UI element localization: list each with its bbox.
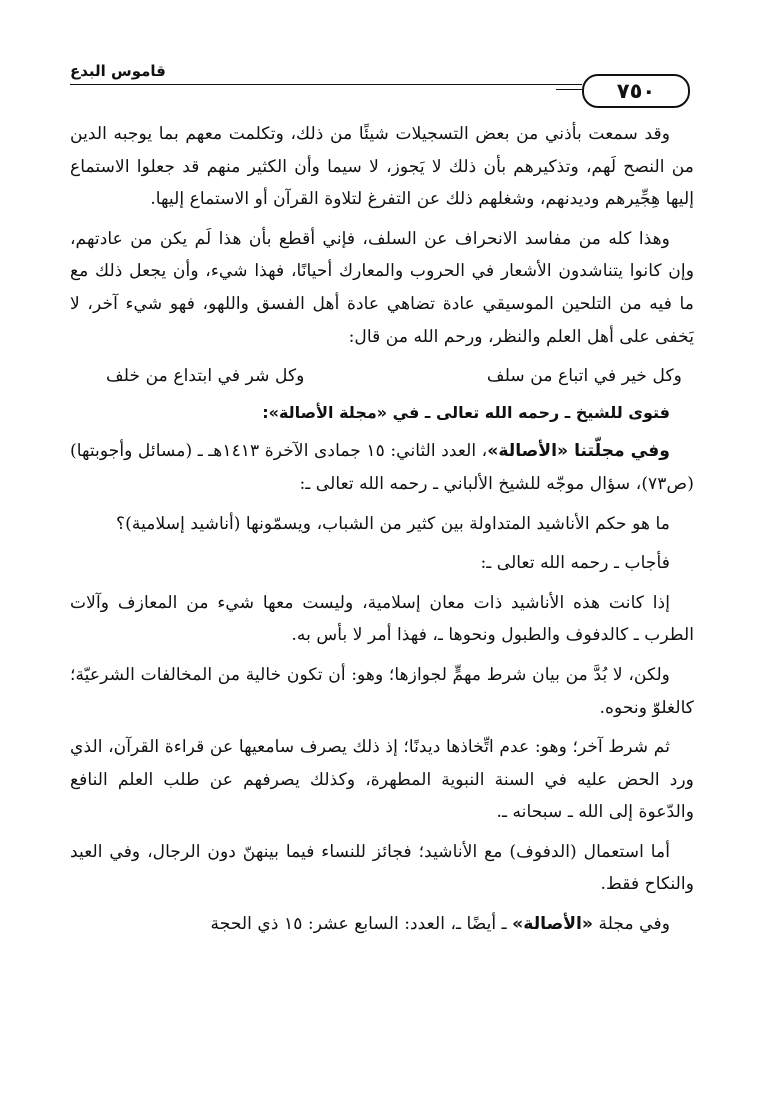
page-body	[70, 118, 694, 948]
paragraph-6: إذا كانت هذه الأناشيد ذات معان إسلامية، وليست معها شيء من المعازف وآلات الطرب ـ كالدفوف والطبول ونحوها ـ، فهذا أمر لا بأس به.	[70, 592, 694, 646]
answer-intro: فأجاب ـ رحمه الله تعالى ـ:	[480, 553, 670, 574]
paragraph-1: وقد سمعت بأذني من بعض التسجيلات شيئًا من ذلك، وتكلمت معهم بما يوجبه الدين من النصح لَهم، وتذكيرهم بأن ذلك لا يَجوز، لا سيما وأن الكثير منهم قد جعلوا الاستماع إليها هِجِّيرهم وديدنهم، وشغلهم ذلك عن التفرغ لتلاوة القرآن أو الاستماع إليها.	[70, 124, 694, 210]
paragraph-2: وهذا كله من مفاسد الانحراف عن السلف، فإني أقطع بأن هذا لَم يكن من عادتهم، وإن كانوا يتناشدون الأشعار في الحروب والمعارك أحيانًا، فهذا شيء، وأن يجعل ذلك مع ما فيه من التلحين الموسيقي عادة تضاهي عادة أهل الفسق واللهو، فهو شيء آخر، لا يَخفى على أهل العلم والنظر، ورحم الله من قال:	[70, 228, 694, 347]
paragraph-10	[70, 908, 694, 941]
page-number: ٧٥٠	[582, 74, 690, 108]
verse-first-hemistich: وكل خير في اتباع من سلف	[486, 366, 682, 387]
paragraph-10-rest: ـ أيضًا ـ، العدد: السابع عشر: ١٥ ذي الحجة	[210, 914, 513, 935]
header-rule	[70, 84, 582, 85]
paragraph-10-bold: «الأصالة»	[512, 914, 594, 935]
paragraph-9: أما استعمال (الدفوف) مع الأناشيد؛ فجائز للنساء فيما بينهنّ دون الرجال، وفي العيد والنكاح فقط.	[70, 841, 694, 895]
section-heading: فتوى للشيخ ـ رحمه الله تعالى ـ في «مجلة الأصالة»:	[262, 402, 670, 422]
paragraph-3	[70, 435, 694, 500]
paragraph-7: ولكن، لا بُدَّ من بيان شرط مهمٍّ لجوازها؛ وهو: أن تكون خالية من المخالفات الشرعيّة؛ كالغلوّ ونحوه.	[70, 664, 694, 718]
paragraph-10-lead: وفي مجلة	[593, 914, 670, 935]
verse-second-hemistich: وكل شر في ابتداع من خلف	[106, 366, 305, 387]
running-title: قاموس البدع	[70, 62, 166, 80]
journal-reference-text: ، العدد الثاني: ١٥ جمادى الآخرة ١٤١٣هـ ـ (مسائل وأجوبتها) (ص٧٣)، سؤال موجّه للشيخ الألباني ـ رحمه الله تعالى ـ:	[70, 441, 694, 494]
question-paragraph: ما هو حكم الأناشيد المتداولة بين كثير من الشباب، ويسمّونها (أناشيد إسلامية)؟	[116, 513, 670, 534]
poetry-verse	[70, 360, 694, 393]
paragraph-8: ثم شرط آخر؛ وهو: عدم اتِّخاذها ديدنًا؛ إذ ذلك يصرف سامعيها عن قراءة القرآن، الذي ورد الحض عليه في السنة النبوية المطهرة، وكذلك يصرفهم عن طلب العلم النافع والدّعوة إلى الله ـ سبحانه ـ.	[70, 737, 694, 823]
page-header	[70, 62, 690, 106]
journal-reference-bold: وفي مجلّتنا «الأصالة»	[487, 441, 670, 462]
